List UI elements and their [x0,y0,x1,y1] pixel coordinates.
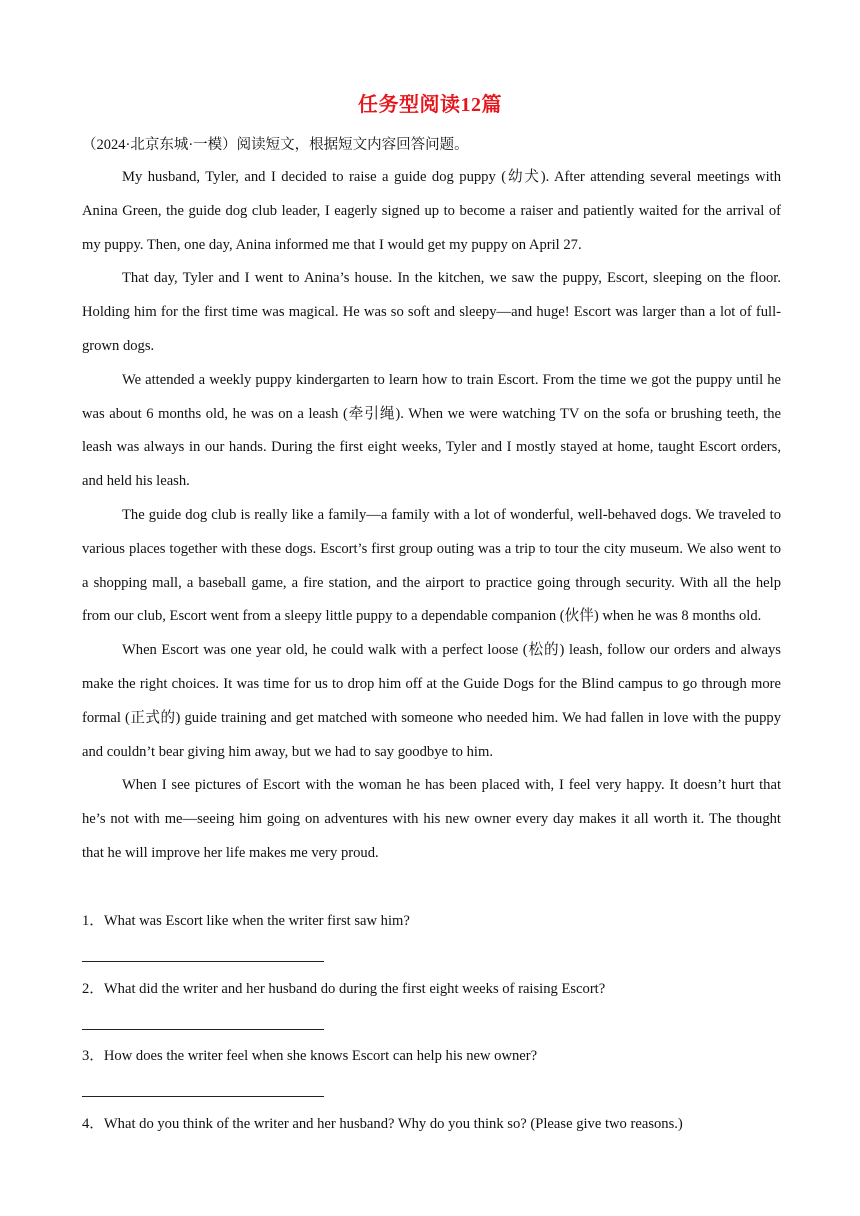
question-item-1 [82,905,781,973]
exam-source-instruction: （2024·北京东城·一模）阅读短文，根据短文内容回答问题。 [82,137,469,153]
passage-paragraph-3: We attended a weekly puppy kindergarten to learn how to train Escort. From the time we got the puppy until he was about 6 months old, he was on a leash (牵引绳). When we were watching TV on the sofa or brushing teeth, the leash was always in our hands. During the first eight weeks, Tyler and I mostly stayed at home, taught Escort orders, and held his leash. [82,371,781,490]
answer-line-1[interactable] [82,961,324,962]
question-text-2: 2．What did the writer and her husband do during the first eight weeks of raising Escort? [82,980,606,997]
question-text-3: 3．How does the writer feel when she knows Escort can help his new owner? [82,1048,538,1064]
question-item-3 [82,1040,781,1108]
answer-line-2[interactable] [82,1029,324,1030]
question-list [82,905,781,1175]
question-text-1: 1．What was Escort like when the writer first saw him? [82,913,410,929]
question-item-4 [82,1108,781,1176]
passage-paragraph-2: That day, Tyler and I went to Anina’s house. In the kitchen, we saw the puppy, Escort, sleeping on the floor. Holding him for the first time was magical. He was so soft and sleepy—and huge! Escort was larger than a lot of full-grown dogs. [82,270,781,354]
question-item-2 [82,973,781,1041]
passage-paragraph-6: When I see pictures of Escort with the woman he has been placed with, I feel very happy. It doesn’t hurt that he’s not with me—seeing him going on adventures with his new owner every day makes it all worth it. The thought that he will improve her life makes me very proud. [82,777,781,861]
answer-line-3[interactable] [82,1096,324,1097]
reading-passage [82,161,781,871]
question-text-4: 4．What do you think of the writer and her husband? Why do you think so? (Please give two reasons.) [82,1115,683,1132]
passage-paragraph-1: My husband, Tyler, and I decided to raise a guide dog puppy (幼犬). After attending several meetings with Anina Green, the guide dog club leader, I eagerly signed up to become a raiser and patiently waited for the arrival of my puppy. Then, one day, Anina informed me that I would get my puppy on April 27. [82,169,781,253]
page-title: 任务型阅读12篇 [358,94,502,116]
passage-paragraph-4: The guide dog club is really like a family—a family with a lot of wonderful, well-behaved dogs. We traveled to various places together with these dogs. Escort’s first group outing was a trip to tour the city museum. We also went to a shopping mall, a baseball game, a fire station, and the airport to practice going through security. With all the help from our club, Escort went from a sleepy little puppy to a dependable companion (伙伴) when he was 8 months old. [82,506,781,625]
passage-paragraph-5: When Escort was one year old, he could walk with a perfect loose (松的) leash, follow our orders and always make the right choices. It was time for us to drop him off at the Guide Dogs for the Blind campus to go through more formal (正式的) guide training and get matched with someone who needed him. We had fallen in love with the puppy and couldn’t bear giving him away, but we had to say goodbye to him. [82,642,781,760]
